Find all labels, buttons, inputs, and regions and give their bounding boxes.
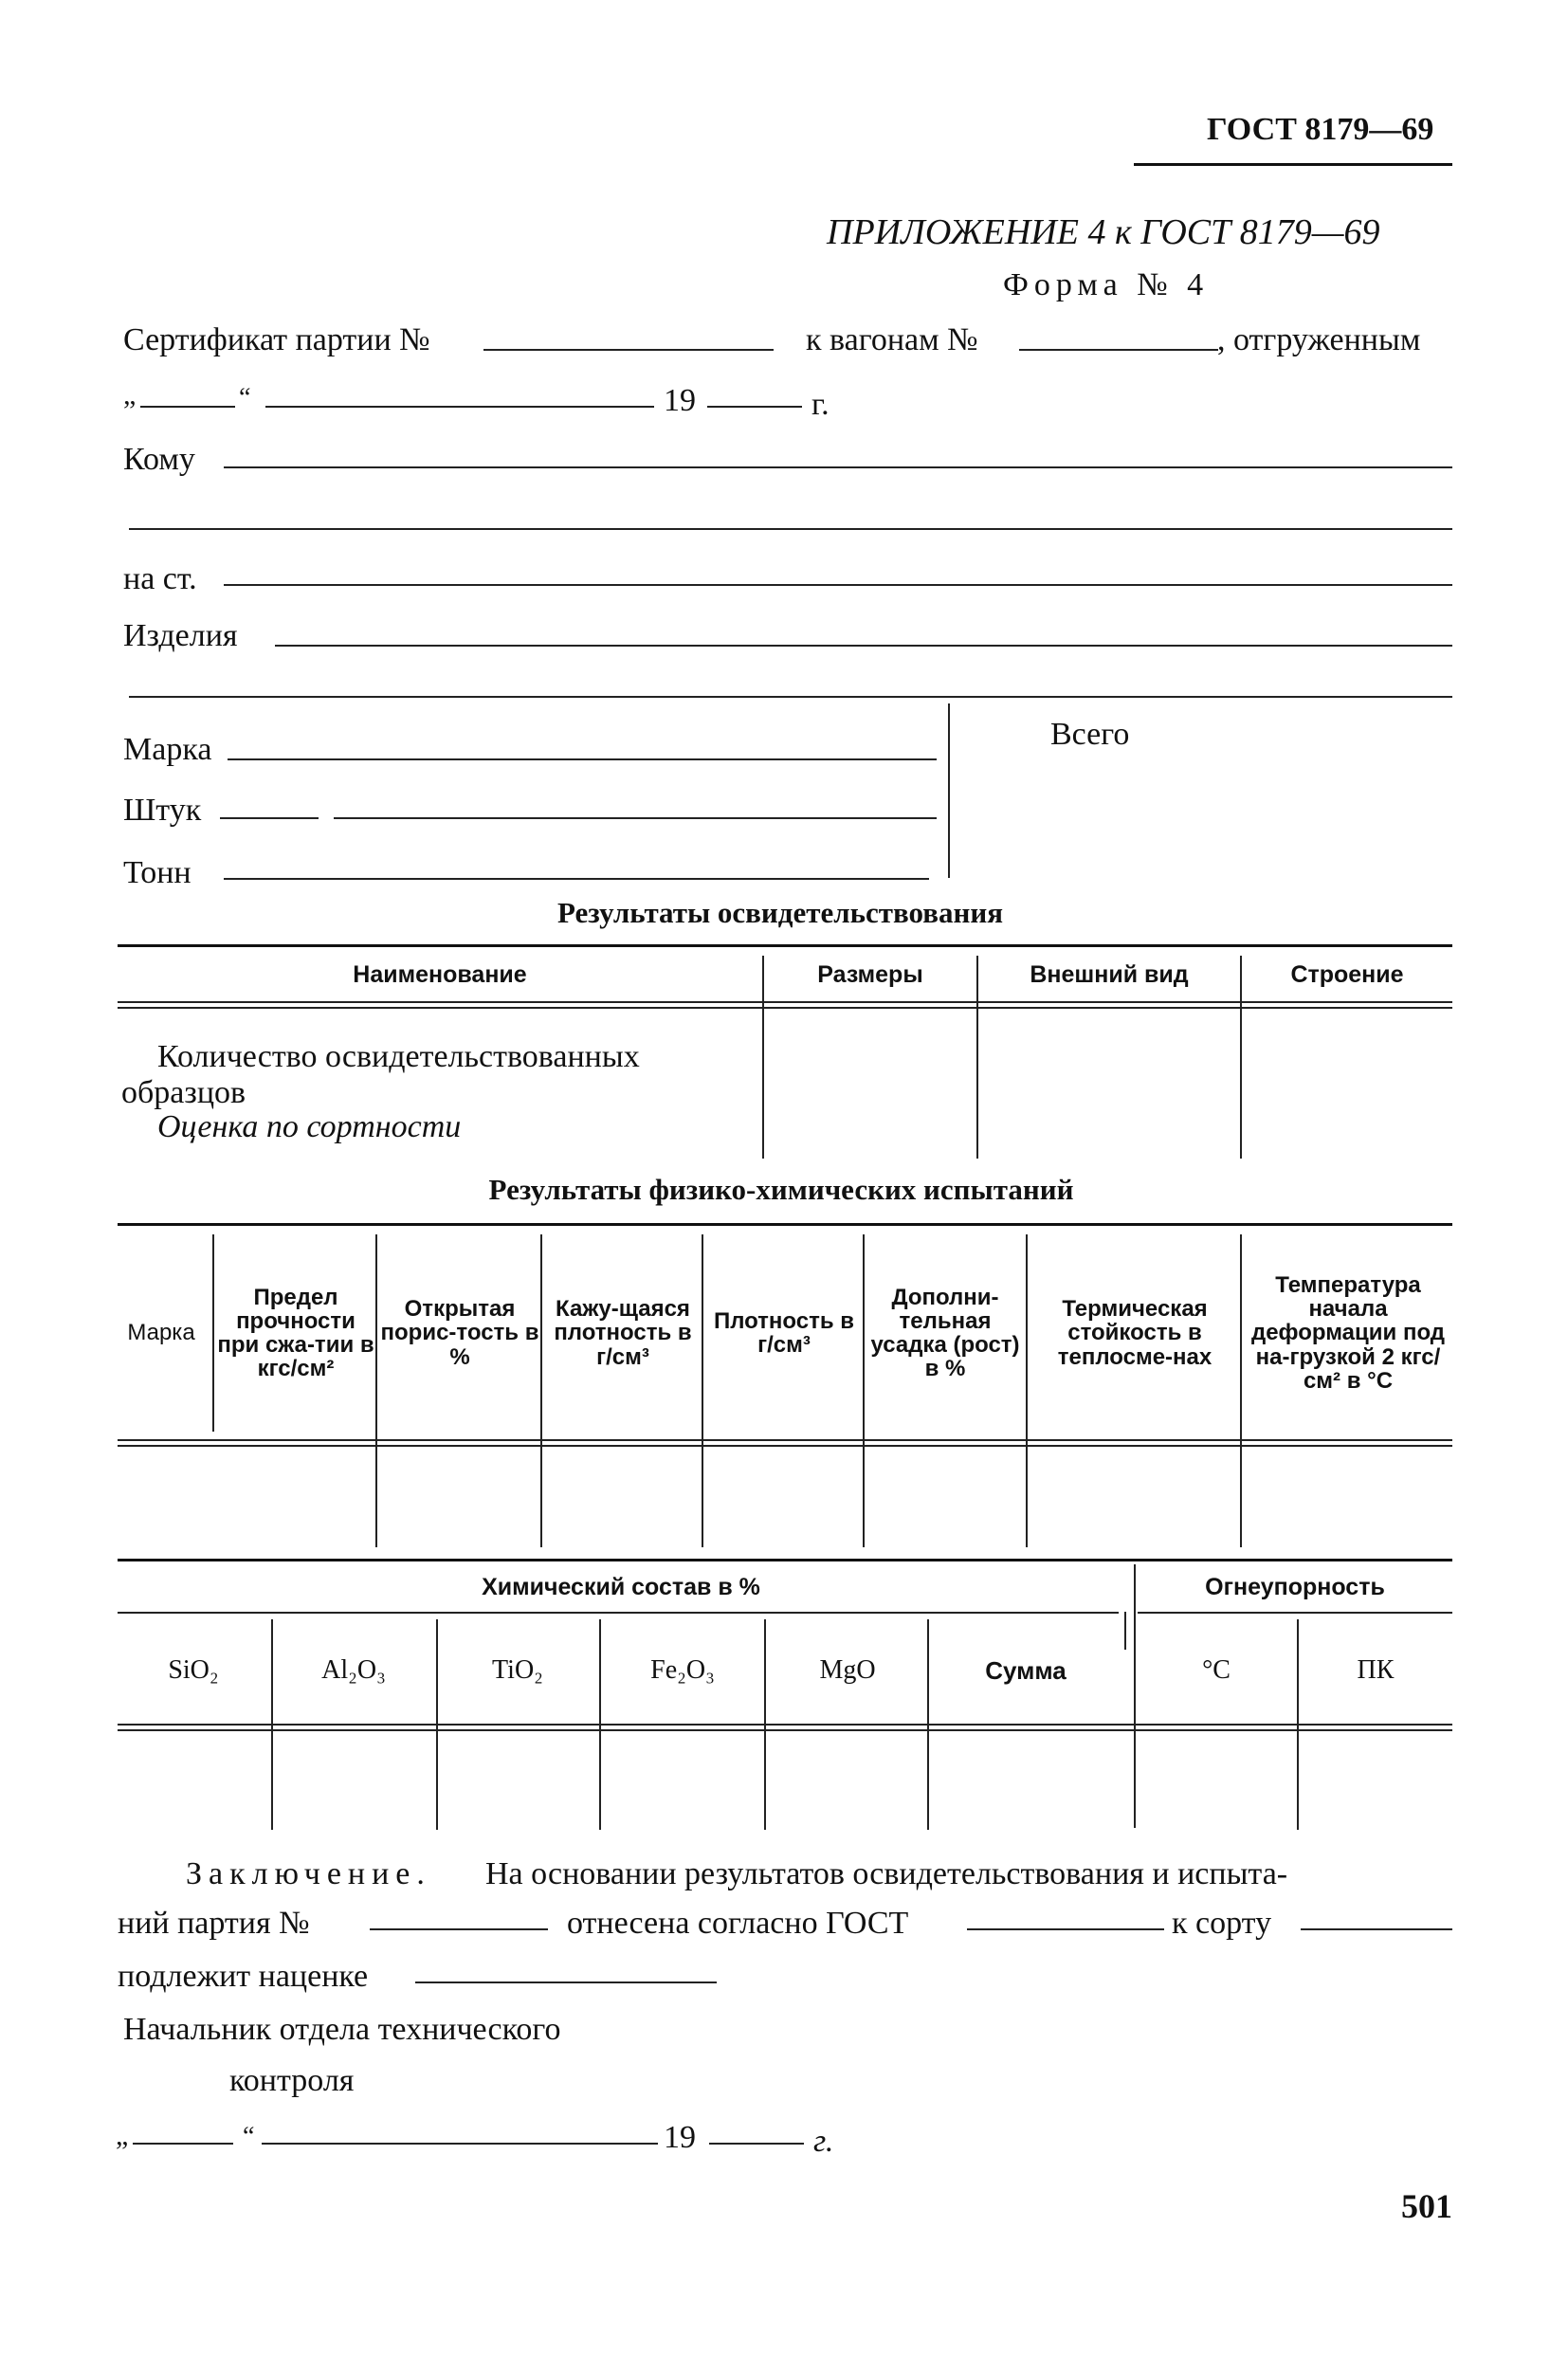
sign-date-month-blank[interactable] (262, 2143, 658, 2145)
total-divider (948, 703, 950, 878)
form-number: Форма № 4 (1003, 267, 1210, 302)
chem-vline-2 (436, 1619, 438, 1830)
brand-label: Марка (123, 732, 212, 767)
conclusion-line1: На основании результатов освидетельствования и испыта- (485, 1856, 1288, 1891)
physchem-vline-2 (375, 1234, 377, 1547)
physchem-col-strength: Предел прочности при сжа-тии в кгс/см² (217, 1284, 374, 1382)
date-day-blank[interactable] (140, 406, 235, 408)
station-label: на ст. (123, 561, 197, 596)
pieces-blank-1[interactable] (220, 817, 319, 819)
chem-vline-6 (1297, 1619, 1299, 1830)
brand-blank[interactable] (228, 758, 937, 760)
exam-col-appearance: Внешний вид (1030, 960, 1189, 988)
exam-header-rule-2 (118, 1007, 1452, 1009)
chem-vline-5 (927, 1619, 929, 1830)
physchem-vline-5 (863, 1234, 865, 1547)
date-year-blank[interactable] (707, 406, 802, 408)
chem-top-rule (118, 1559, 1452, 1561)
total-label: Всего (1050, 717, 1130, 752)
physchem-vline-4 (702, 1234, 703, 1547)
exam-top-rule (118, 944, 1452, 947)
physchem-header-rule-2 (118, 1445, 1452, 1447)
to-whom-blank-2[interactable] (129, 528, 1452, 530)
physchem-vline-7 (1240, 1234, 1242, 1547)
products-blank[interactable] (275, 645, 1452, 647)
physchem-vline-1 (212, 1234, 214, 1432)
products-label: Изделия (123, 618, 238, 653)
certificate-blank[interactable] (483, 349, 774, 351)
tons-blank[interactable] (224, 878, 929, 880)
physchem-top-rule (118, 1223, 1452, 1226)
date-open-quote: „ (123, 379, 137, 411)
exam-col-name: Наименование (353, 960, 527, 988)
sign-date-open-quote: „ (116, 2120, 129, 2151)
gost-underline (1134, 163, 1452, 166)
chem-col-celsius: °С (1202, 1655, 1231, 1685)
exam-row-count-2: образцов (121, 1075, 246, 1110)
chem-col-fe2o3: Fe₂O₃ (650, 1655, 715, 1685)
certificate-label: Сертификат партии № (123, 322, 430, 357)
sign-date-close-quote: “ (243, 2122, 255, 2151)
chem-refractoriness-header: Огнеупорность (1205, 1573, 1385, 1600)
chem-col-tio2: TiO₂ (492, 1655, 543, 1685)
sign-date-year-prefix: 19 (664, 2120, 696, 2155)
chem-col-mgo: MgO (819, 1655, 876, 1685)
sign-date-year-blank[interactable] (709, 2143, 804, 2145)
conclusion-grade-blank[interactable] (1301, 1928, 1452, 1930)
to-whom-blank[interactable] (224, 466, 1452, 468)
date-year-prefix: 19 (664, 383, 696, 418)
chem-vline-4 (764, 1619, 766, 1830)
physchem-col-porosity: Открытая порис-тость в % (380, 1296, 539, 1370)
wagons-blank[interactable] (1019, 349, 1218, 351)
chief-title-1: Начальник отдела технического (123, 2012, 561, 2047)
conclusion-markup-label: подлежит наценке (118, 1959, 369, 1994)
exam-col-size: Размеры (817, 960, 923, 988)
exam-vline-2 (976, 956, 978, 1159)
physchem-vline-3 (540, 1234, 542, 1547)
chem-header-rule-2 (118, 1729, 1452, 1731)
exam-vline-3 (1240, 956, 1242, 1159)
exam-vline-1 (762, 956, 764, 1159)
chem-vline-3 (599, 1619, 601, 1830)
shipped-label: , отгруженным (1217, 322, 1421, 357)
conclusion-lead: Заключение. (186, 1856, 431, 1891)
conclusion-batch-blank[interactable] (370, 1928, 548, 1930)
exam-title: Результаты освидетельствования (557, 896, 1003, 929)
date-close-quote: “ (239, 383, 251, 412)
appendix-title: ПРИЛОЖЕНИЕ 4 к ГОСТ 8179—69 (827, 212, 1380, 252)
conclusion-gost-blank[interactable] (967, 1928, 1164, 1930)
sign-date-year-suffix: г. (813, 2124, 834, 2159)
conclusion-grade-label: к сорту (1172, 1906, 1272, 1941)
sign-date-day-blank[interactable] (133, 2143, 233, 2145)
date-month-blank[interactable] (265, 406, 654, 408)
chem-col-sio2: SiO₂ (168, 1655, 219, 1685)
physchem-header-rule (118, 1439, 1452, 1441)
chem-col-pk: ПК (1357, 1655, 1395, 1685)
chem-subheader-rule-right (1138, 1612, 1452, 1614)
exam-row-grade: Оценка по сортности (157, 1109, 462, 1144)
physchem-col-density: Плотность в г/см³ (713, 1307, 855, 1358)
wagons-label: к вагонам № (806, 322, 978, 357)
to-whom-label: Кому (123, 442, 195, 477)
chem-col-al2o3: Al₂O₃ (321, 1655, 386, 1685)
date-year-suffix: г. (811, 387, 830, 422)
exam-col-structure: Строение (1290, 960, 1404, 988)
physchem-col-apparent-density: Кажу-щаяся плотность в г/см³ (554, 1296, 692, 1370)
physchem-col-shrinkage: Дополни-тельная усадка (рост) в % (870, 1284, 1020, 1382)
conclusion-markup-blank[interactable] (415, 1981, 717, 1983)
tons-label: Тонн (123, 855, 191, 890)
chem-group-divider (1134, 1564, 1136, 1828)
physchem-title: Результаты физико-химических испытаний (488, 1173, 1074, 1206)
conclusion-batch-label: ний партия № (118, 1906, 310, 1941)
products-blank-2[interactable] (129, 696, 1452, 698)
exam-row-count: Количество освидетельствованных (157, 1039, 640, 1074)
pieces-blank-2[interactable] (334, 817, 937, 819)
pieces-label: Штук (123, 793, 202, 828)
gost-code: ГОСТ 8179—69 (1207, 112, 1434, 147)
exam-header-rule (118, 1001, 1452, 1003)
physchem-vline-6 (1026, 1234, 1028, 1547)
chem-composition-header: Химический состав в % (482, 1573, 760, 1600)
page-number: 501 (1401, 2187, 1452, 2225)
chief-title-2: контроля (229, 2063, 355, 2098)
physchem-col-brand: Марка (127, 1320, 195, 1346)
chem-vline-1 (271, 1619, 273, 1830)
station-blank[interactable] (224, 584, 1452, 586)
physchem-col-deformation: Температура начала деформации под на-грузкой 2 кгс/см² в °С (1250, 1272, 1446, 1394)
chem-header-rule (118, 1724, 1452, 1726)
physchem-col-thermal: Термическая стойкость в теплосме-нах (1057, 1296, 1212, 1370)
chem-subheader-rule-left (118, 1612, 1119, 1614)
chem-group-divider-2 (1124, 1612, 1126, 1650)
conclusion-gost-label: отнесена согласно ГОСТ (567, 1906, 909, 1941)
chem-col-sum: Сумма (985, 1655, 1067, 1685)
